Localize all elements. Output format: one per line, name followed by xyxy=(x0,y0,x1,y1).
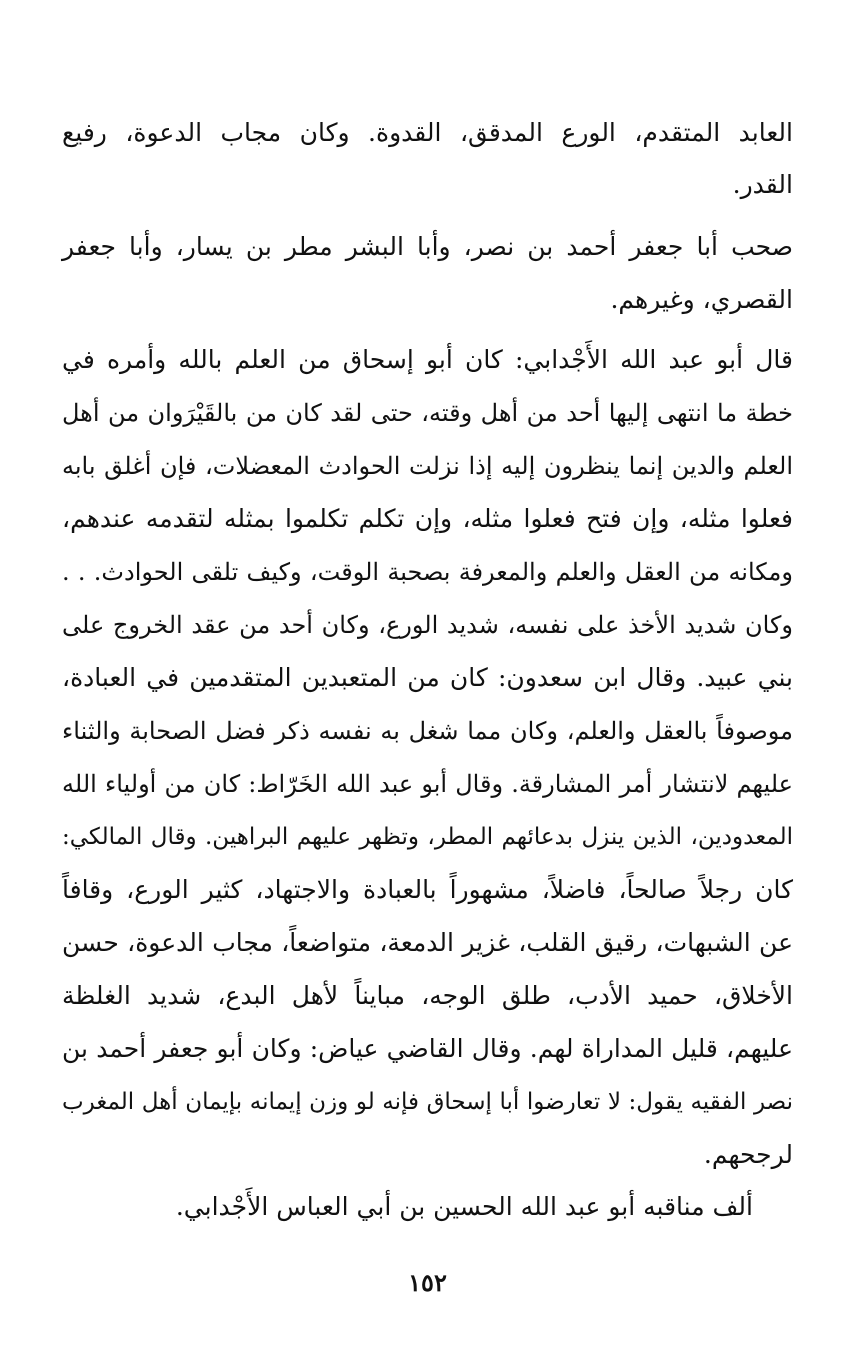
paragraph-3-line-7: بني عبيد. وقال ابن سعدون: كان من المتعبدين المتقدمين في العبادة، xyxy=(62,663,793,692)
page-number: ١٥٢ xyxy=(408,1268,447,1297)
paragraph-3-line-11: كان رجلاً صالحاً، فاضلاً، مشهوراً بالعبادة والاجتهاد، كثير الورع، وقافاً xyxy=(62,875,793,904)
paragraph-4-line-1: ألف مناقبه أبو عبد الله الحسين بن أبي العباس الأَجْدابي. xyxy=(175,1192,753,1221)
paragraph-3-line-4: فعلوا مثله، وإن فتح فعلوا مثله، وإن تكلم تكلموا بمثله لتقدمه عندهم، xyxy=(62,504,793,533)
paragraph-2-line-2: القصري، وغيرهم. xyxy=(610,285,793,314)
paragraph-3-line-8: موصوفاً بالعقل والعلم، وكان مما شغل به نفسه ذكر فضل الصحابة والثناء xyxy=(62,717,793,745)
paragraph-3-line-3: العلم والدين إنما ينظرون إليه إذا نزلت الحوادث المعضلات، فإن أغلق بابه xyxy=(62,452,793,480)
paragraph-1-line-2: القدر. xyxy=(732,170,793,199)
paragraph-3-line-16: لرجحهم. xyxy=(703,1140,793,1169)
paragraph-3-line-1: قال أبو عبد الله الأَجْدابي: كان أبو إسحاق من العلم بالله وأمره في xyxy=(62,345,793,374)
paragraph-3-line-5: ومكانه من العقل والعلم والمعرفة بصحبة الوقت، وكيف تلقى الحوادث. . . xyxy=(62,558,793,586)
paragraph-1-line-1: العابد المتقدم، الورع المدقق، القدوة. وكان مجاب الدعوة، رفيع xyxy=(62,118,793,147)
paragraph-3-line-2: خطة ما انتهى إليها أحد من أهل وقته، حتى لقد كان من بالقَيْرَوان من أهل xyxy=(62,399,793,427)
paragraph-3-line-12: عن الشبهات، رقيق القلب، غزير الدمعة، متواضعاً، مجاب الدعوة، حسن xyxy=(62,928,793,957)
paragraph-3-line-6: وكان شديد الأخذ على نفسه، شديد الورع، وكان أحد من عقد الخروج على xyxy=(62,611,793,639)
paragraph-3-line-10: المعدودين، الذين ينزل بدعائهم المطر، وتظهر عليهم البراهين. وقال المالكي: xyxy=(62,824,793,850)
paragraph-3-line-14: عليهم، قليل المداراة لهم. وقال القاضي عياض: وكان أبو جعفر أحمد بن xyxy=(62,1034,793,1063)
paragraph-2-line-1: صحب أبا جعفر أحمد بن نصر، وأبا البشر مطر بن يسار، وأبا جعفر xyxy=(62,232,793,261)
paragraph-3-line-9: عليهم لانتشار أمر المشارقة. وقال أبو عبد الله الخَرّاط: كان من أولياء الله xyxy=(62,770,793,798)
paragraph-3-line-13: الأخلاق، حميد الأدب، طلق الوجه، مبايناً لأهل البدع، شديد الغلظة xyxy=(62,981,793,1010)
paragraph-3-line-15: نصر الفقيه يقول: لا تعارضوا أبا إسحاق فإنه لو وزن إيمانه بإيمان أهل المغرب xyxy=(62,1089,793,1115)
